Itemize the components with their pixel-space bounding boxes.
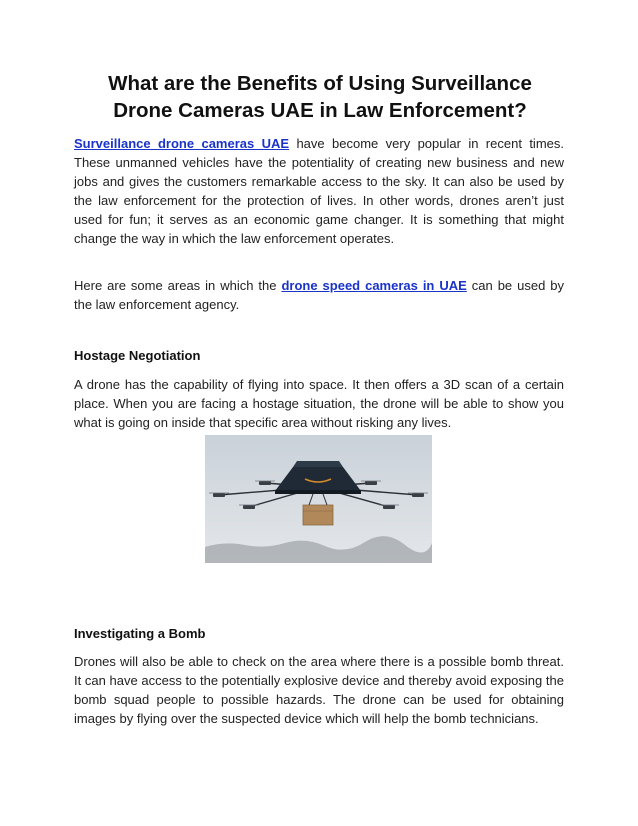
hostage-heading: Hostage Negotiation [74, 348, 201, 363]
areas-text-after: can be used by the law enforcement agency. [74, 278, 565, 312]
drone-photo [205, 435, 432, 563]
surveillance-drone-link[interactable]: Surveillance drone cameras UAE [74, 136, 290, 151]
intro-text: have become very popular in recent times. These unmanned vehicles have the potentiality of creating new business and new jobs and gives the customers remarkable access to the sky. It can also be used by the law enforcement for the protection of lives. In other words, drones aren’t just used for fun; it serves as an economic game changer. It is something that might change the way in which the law enforcement operates. [74, 136, 564, 246]
bomb-heading: Investigating a Bomb [74, 626, 206, 641]
areas-text-before: Here are some areas in which the [74, 278, 282, 293]
hostage-paragraph: A drone has the capability of flying into space. It then offers a 3D scan of a certain place. When you are facing a hostage situation, the drone will be able to show you what is going on inside that specific area without risking any lives. [74, 377, 564, 430]
areas-paragraph [74, 276, 564, 314]
drone-speed-cameras-link[interactable]: drone speed cameras in UAE [281, 278, 467, 293]
bomb-paragraph: Drones will also be able to check on the area where there is a possible bomb threat. It can have access to the potentially explosive device and thereby avoid exposing the bomb squad people to possible hazards. The drone can be used for obtaining images by flying over the suspected device which will help the bomb technicians. [74, 654, 564, 726]
intro-paragraph [74, 134, 564, 248]
page-title: What are the Benefits of Using Surveillance Drone Cameras UAE in Law Enforcement? [108, 72, 532, 122]
